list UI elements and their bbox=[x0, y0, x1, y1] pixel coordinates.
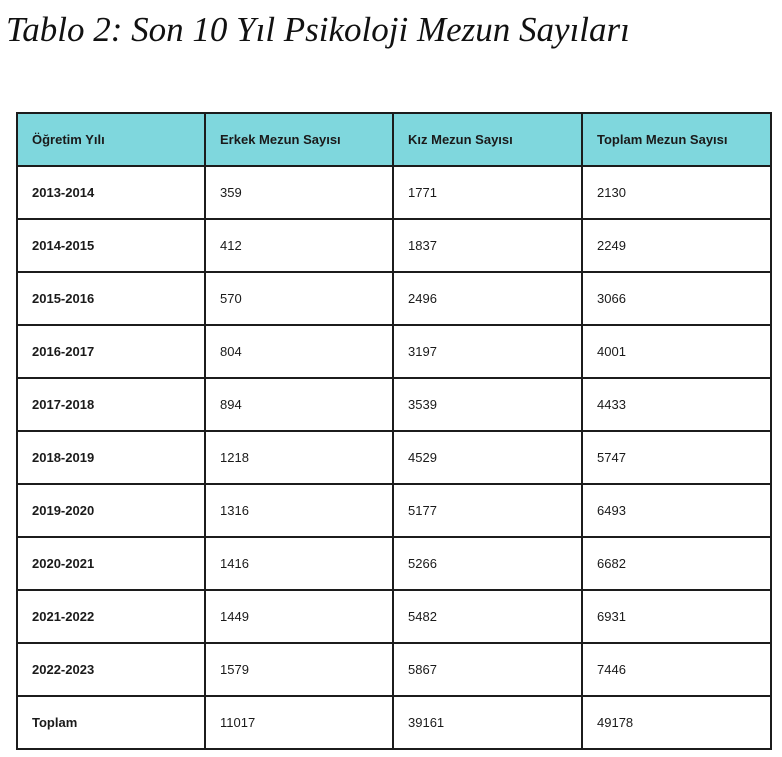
cell-total-graduates: 4001 bbox=[582, 325, 771, 378]
cell-male-graduates: 804 bbox=[205, 325, 393, 378]
cell-male-graduates: 1316 bbox=[205, 484, 393, 537]
cell-total-graduates: 2130 bbox=[582, 166, 771, 219]
cell-female-graduates: 5867 bbox=[393, 643, 582, 696]
cell-female-graduates: 3539 bbox=[393, 378, 582, 431]
cell-male-graduates-total: 11017 bbox=[205, 696, 393, 749]
graduates-table bbox=[16, 112, 772, 750]
cell-total-graduates: 6493 bbox=[582, 484, 771, 537]
table-row bbox=[17, 537, 771, 590]
table-row bbox=[17, 590, 771, 643]
table-row bbox=[17, 431, 771, 484]
cell-male-graduates: 570 bbox=[205, 272, 393, 325]
cell-male-graduates: 894 bbox=[205, 378, 393, 431]
cell-academic-year: 2016-2017 bbox=[17, 325, 205, 378]
cell-academic-year: 2021-2022 bbox=[17, 590, 205, 643]
cell-female-graduates: 5177 bbox=[393, 484, 582, 537]
table-row bbox=[17, 325, 771, 378]
table-row bbox=[17, 219, 771, 272]
table-row bbox=[17, 272, 771, 325]
cell-academic-year: 2022-2023 bbox=[17, 643, 205, 696]
cell-total-graduates: 6931 bbox=[582, 590, 771, 643]
cell-female-graduates: 2496 bbox=[393, 272, 582, 325]
cell-male-graduates: 1579 bbox=[205, 643, 393, 696]
cell-total-graduates: 6682 bbox=[582, 537, 771, 590]
table-header bbox=[17, 113, 771, 166]
cell-female-graduates-total: 39161 bbox=[393, 696, 582, 749]
cell-female-graduates: 1837 bbox=[393, 219, 582, 272]
cell-total-graduates: 5747 bbox=[582, 431, 771, 484]
cell-total-graduates: 7446 bbox=[582, 643, 771, 696]
cell-total-graduates: 2249 bbox=[582, 219, 771, 272]
cell-female-graduates: 3197 bbox=[393, 325, 582, 378]
cell-male-graduates: 1218 bbox=[205, 431, 393, 484]
cell-female-graduates: 5266 bbox=[393, 537, 582, 590]
table-body bbox=[17, 166, 771, 749]
cell-total-label: Toplam bbox=[17, 696, 205, 749]
cell-academic-year: 2018-2019 bbox=[17, 431, 205, 484]
cell-female-graduates: 5482 bbox=[393, 590, 582, 643]
cell-academic-year: 2020-2021 bbox=[17, 537, 205, 590]
cell-female-graduates: 1771 bbox=[393, 166, 582, 219]
header-female-graduates: Kız Mezun Sayısı bbox=[393, 113, 582, 166]
cell-male-graduates: 359 bbox=[205, 166, 393, 219]
cell-academic-year: 2015-2016 bbox=[17, 272, 205, 325]
table-row bbox=[17, 166, 771, 219]
cell-academic-year: 2019-2020 bbox=[17, 484, 205, 537]
table-row bbox=[17, 484, 771, 537]
cell-academic-year: 2017-2018 bbox=[17, 378, 205, 431]
cell-male-graduates: 412 bbox=[205, 219, 393, 272]
cell-total-graduates: 4433 bbox=[582, 378, 771, 431]
cell-female-graduates: 4529 bbox=[393, 431, 582, 484]
table-row bbox=[17, 378, 771, 431]
header-row bbox=[17, 113, 771, 166]
cell-total-graduates: 3066 bbox=[582, 272, 771, 325]
cell-male-graduates: 1449 bbox=[205, 590, 393, 643]
header-total-graduates: Toplam Mezun Sayısı bbox=[582, 113, 771, 166]
cell-male-graduates: 1416 bbox=[205, 537, 393, 590]
table-caption: Tablo 2: Son 10 Yıl Psikoloji Mezun Sayıları bbox=[6, 10, 630, 49]
cell-academic-year: 2013-2014 bbox=[17, 166, 205, 219]
cell-grand-total: 49178 bbox=[582, 696, 771, 749]
header-academic-year: Öğretim Yılı bbox=[17, 113, 205, 166]
cell-academic-year: 2014-2015 bbox=[17, 219, 205, 272]
table-row bbox=[17, 643, 771, 696]
header-male-graduates: Erkek Mezun Sayısı bbox=[205, 113, 393, 166]
total-row bbox=[17, 696, 771, 749]
